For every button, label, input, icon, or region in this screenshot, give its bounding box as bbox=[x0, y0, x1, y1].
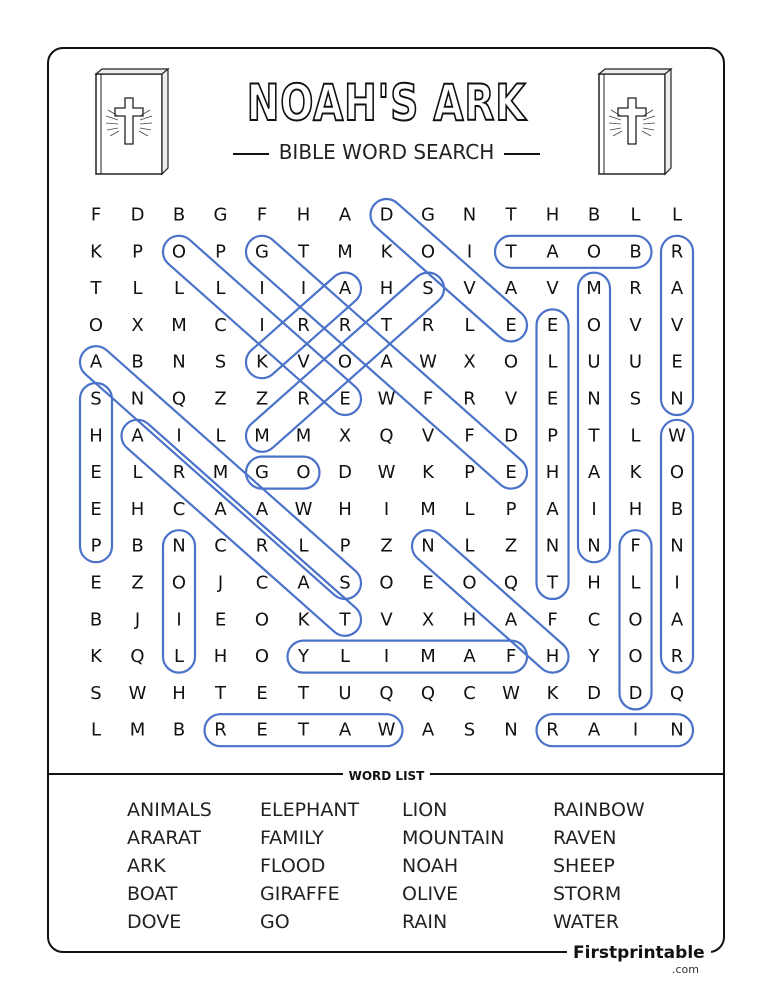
grid-letter[interactable]: V bbox=[546, 278, 559, 300]
grid-letter[interactable]: N bbox=[670, 388, 684, 410]
word-list-item: OLIVE bbox=[402, 883, 459, 905]
grid-letter[interactable]: L bbox=[339, 646, 351, 668]
grid-letter[interactable]: N bbox=[504, 719, 518, 741]
grid-letter[interactable]: T bbox=[215, 682, 226, 704]
grid-letter[interactable]: L bbox=[90, 719, 102, 741]
grid-letter[interactable]: B bbox=[587, 204, 601, 226]
grid-letter[interactable]: R bbox=[172, 462, 186, 484]
grid-letter[interactable]: O bbox=[503, 351, 519, 373]
grid-letter[interactable]: A bbox=[546, 241, 559, 263]
word-list-item: NOAH bbox=[402, 855, 459, 877]
grid-letter[interactable]: H bbox=[296, 204, 311, 226]
grid-letter[interactable]: H bbox=[628, 498, 643, 520]
grid-letter[interactable]: L bbox=[464, 314, 475, 336]
grid-letter[interactable]: E bbox=[671, 351, 683, 373]
grid-letter[interactable]: N bbox=[587, 388, 601, 410]
word-list-item: STORM bbox=[553, 883, 622, 905]
word-list-item: BOAT bbox=[127, 883, 178, 905]
grid-letter[interactable]: O bbox=[628, 646, 643, 668]
grid-letter[interactable]: I bbox=[176, 609, 182, 631]
grid-letter[interactable]: R bbox=[670, 646, 684, 668]
word-list bbox=[127, 798, 693, 934]
grid-letter[interactable]: V bbox=[297, 351, 310, 373]
word-list-item: GO bbox=[260, 911, 290, 933]
grid-letter[interactable]: S bbox=[463, 719, 476, 741]
grid-letter[interactable]: J bbox=[134, 609, 141, 631]
grid-letter[interactable]: I bbox=[674, 572, 680, 594]
grid-letter[interactable]: M bbox=[420, 498, 436, 520]
grid-letter[interactable]: S bbox=[422, 278, 434, 300]
grid-letter[interactable]: D bbox=[628, 682, 643, 704]
grid-letter[interactable]: B bbox=[89, 609, 103, 631]
grid-letter[interactable]: B bbox=[670, 498, 684, 520]
grid-letter[interactable]: R bbox=[297, 388, 310, 410]
grid-letter[interactable]: L bbox=[630, 204, 641, 226]
grid-letter[interactable]: A bbox=[504, 609, 518, 631]
grid-letter[interactable]: V bbox=[670, 314, 684, 336]
grid-letter[interactable]: M bbox=[254, 425, 270, 447]
grid-letter[interactable]: G bbox=[421, 204, 435, 226]
word-list-item: RAINBOW bbox=[553, 799, 645, 821]
word-list-item: ANIMALS bbox=[127, 799, 212, 821]
page-title: NOAH'S ARK bbox=[246, 74, 527, 132]
grid-letter[interactable]: V bbox=[504, 388, 518, 410]
grid-letter[interactable]: S bbox=[90, 388, 102, 410]
grid-letter[interactable]: H bbox=[213, 646, 228, 668]
grid-letter[interactable]: O bbox=[379, 572, 394, 594]
grid-letter[interactable]: O bbox=[296, 462, 311, 484]
grid-letter[interactable]: H bbox=[172, 682, 186, 704]
grid-letter[interactable]: O bbox=[171, 572, 187, 594]
grid-letter[interactable]: D bbox=[504, 425, 518, 447]
grid-letter[interactable]: E bbox=[339, 388, 351, 410]
grid-letter[interactable]: Q bbox=[379, 425, 394, 447]
grid-letter[interactable]: A bbox=[670, 278, 684, 300]
grid-letter[interactable]: T bbox=[588, 425, 600, 447]
grid-letter[interactable]: A bbox=[214, 498, 227, 520]
grid-letter[interactable]: O bbox=[669, 462, 685, 484]
grid-letter[interactable]: M bbox=[212, 462, 229, 484]
grid-letter[interactable]: E bbox=[256, 719, 268, 741]
grid-letter[interactable]: J bbox=[217, 572, 224, 594]
grid-letter[interactable]: M bbox=[171, 314, 187, 336]
grid-letter[interactable]: E bbox=[505, 462, 517, 484]
grid-letter[interactable]: T bbox=[505, 204, 517, 226]
grid-letter[interactable]: H bbox=[545, 646, 560, 668]
grid-letter[interactable]: T bbox=[298, 719, 309, 741]
grid-letter[interactable]: O bbox=[462, 572, 477, 594]
grid-letter[interactable]: K bbox=[422, 462, 434, 484]
grid-letter[interactable]: P bbox=[90, 535, 102, 557]
grid-letter[interactable]: E bbox=[546, 388, 559, 410]
grid-letter[interactable]: R bbox=[255, 535, 269, 557]
grid-letter[interactable]: A bbox=[297, 572, 310, 594]
grid-letter[interactable]: Q bbox=[669, 682, 685, 704]
highlight-ararat bbox=[115, 413, 368, 642]
grid-letter[interactable]: N bbox=[421, 535, 435, 557]
grid-letter[interactable]: N bbox=[172, 351, 186, 373]
grid-letter[interactable]: A bbox=[587, 462, 601, 484]
grid-letter[interactable]: T bbox=[505, 241, 517, 263]
grid-letter[interactable]: U bbox=[628, 351, 643, 373]
word-list-heading: WORD LIST bbox=[0, 765, 773, 784]
grid-letter[interactable]: A bbox=[380, 351, 393, 373]
grid-letter[interactable]: L bbox=[630, 572, 641, 594]
grid-letter[interactable]: E bbox=[256, 682, 268, 704]
grid-letter[interactable]: O bbox=[171, 241, 187, 263]
grid-letter[interactable]: W bbox=[294, 498, 313, 520]
grid-letter[interactable]: T bbox=[339, 609, 351, 631]
grid-letter[interactable]: R bbox=[297, 314, 310, 336]
grid-letter[interactable]: B bbox=[172, 719, 186, 741]
grid-letter[interactable]: E bbox=[90, 498, 102, 520]
grid-letter[interactable]: I bbox=[591, 498, 597, 520]
grid-letter[interactable]: E bbox=[505, 314, 517, 336]
grid-letter[interactable]: S bbox=[629, 388, 642, 410]
grid-letter[interactable]: T bbox=[90, 278, 102, 300]
grid-letter[interactable]: Q bbox=[379, 682, 394, 704]
grid-letter[interactable]: C bbox=[214, 314, 227, 336]
grid-letter[interactable]: H bbox=[338, 498, 352, 520]
grid-letter[interactable]: I bbox=[300, 278, 307, 300]
grid-letter[interactable]: M bbox=[420, 646, 436, 668]
grid-letter[interactable]: S bbox=[339, 572, 351, 594]
grid-letter[interactable]: L bbox=[630, 425, 641, 447]
grid-letter[interactable]: V bbox=[463, 278, 476, 300]
grid-letter[interactable]: L bbox=[671, 204, 683, 226]
grid-letter[interactable]: I bbox=[383, 646, 390, 668]
grid-letter[interactable]: R bbox=[463, 388, 476, 410]
grid-letter[interactable]: M bbox=[295, 425, 312, 447]
grid-letter[interactable]: F bbox=[90, 204, 102, 226]
grid-letter[interactable]: N bbox=[172, 535, 186, 557]
grid-letter[interactable]: M bbox=[337, 241, 353, 263]
grid-letter[interactable]: I bbox=[176, 425, 182, 447]
grid-letter[interactable]: L bbox=[298, 535, 309, 557]
grid-letter[interactable]: H bbox=[130, 498, 145, 520]
grid-letter[interactable]: A bbox=[89, 351, 103, 373]
word-list-item: RAIN bbox=[402, 911, 448, 933]
grid-letter[interactable]: G bbox=[213, 204, 228, 226]
grid-letter[interactable]: W bbox=[377, 462, 396, 484]
grid-letter[interactable]: E bbox=[90, 462, 102, 484]
grid-letter[interactable]: L bbox=[464, 498, 475, 520]
grid-letter[interactable]: O bbox=[586, 241, 602, 263]
subtitle-text: BIBLE WORD SEARCH bbox=[278, 140, 495, 164]
grid-letter[interactable]: K bbox=[297, 609, 310, 631]
grid-letter[interactable]: N bbox=[130, 388, 145, 410]
highlight-boat bbox=[495, 236, 652, 268]
grid-letter[interactable]: L bbox=[132, 462, 143, 484]
grid-letter[interactable]: V bbox=[421, 425, 435, 447]
grid-letter[interactable]: B bbox=[172, 204, 186, 226]
grid-letter[interactable]: K bbox=[90, 646, 102, 668]
grid-letter[interactable]: D bbox=[338, 462, 352, 484]
grid-letter[interactable]: N bbox=[462, 204, 477, 226]
grid-letter[interactable]: P bbox=[547, 425, 558, 447]
grid-letter[interactable]: Z bbox=[255, 388, 269, 410]
grid-letter[interactable]: I bbox=[259, 278, 265, 300]
grid-letter[interactable]: A bbox=[338, 278, 352, 300]
grid-letter[interactable]: A bbox=[338, 204, 352, 226]
grid-letter[interactable]: F bbox=[464, 425, 475, 447]
word-list-item: GIRAFFE bbox=[260, 883, 340, 905]
word-list-item: WATER bbox=[553, 911, 620, 933]
grid-letter[interactable]: Y bbox=[588, 646, 600, 668]
grid-letter[interactable]: R bbox=[421, 314, 435, 336]
grid-letter[interactable]: A bbox=[587, 719, 601, 741]
grid-letter[interactable]: B bbox=[629, 241, 642, 263]
grid-letter[interactable]: A bbox=[504, 278, 518, 300]
grid-letter[interactable]: A bbox=[670, 609, 684, 631]
grid-letter[interactable]: T bbox=[298, 682, 309, 704]
grid-letter[interactable]: X bbox=[421, 609, 435, 631]
grid-letter[interactable]: H bbox=[462, 609, 477, 631]
grid-letter[interactable]: G bbox=[255, 241, 269, 263]
grid-letter[interactable]: L bbox=[173, 278, 185, 300]
grid-letter[interactable]: D bbox=[587, 682, 601, 704]
grid-letter[interactable]: R bbox=[629, 278, 642, 300]
grid-letter[interactable]: D bbox=[379, 204, 394, 226]
grid-letter[interactable]: P bbox=[215, 241, 226, 263]
grid-letter[interactable]: O bbox=[254, 646, 270, 668]
word-list-item: FAMILY bbox=[260, 827, 324, 849]
grid-letter[interactable]: S bbox=[214, 351, 227, 373]
grid-letter[interactable]: Q bbox=[420, 682, 436, 704]
grid-letter[interactable]: U bbox=[587, 351, 601, 373]
grid-letter[interactable]: L bbox=[215, 425, 226, 447]
grid-letter[interactable]: C bbox=[255, 572, 269, 594]
grid-letter[interactable]: I bbox=[632, 719, 639, 741]
brand-logo: Firstprintable bbox=[567, 943, 711, 963]
grid-letter[interactable]: N bbox=[670, 535, 684, 557]
word-list-item: ELEPHANT bbox=[260, 799, 360, 821]
grid-letter[interactable]: Q bbox=[171, 388, 187, 410]
grid-letter[interactable]: A bbox=[131, 425, 144, 447]
grid-letter[interactable]: R bbox=[214, 719, 227, 741]
word-list-item: FLOOD bbox=[260, 855, 326, 877]
word-list-item: DOVE bbox=[127, 911, 182, 933]
grid-letter[interactable]: P bbox=[132, 241, 143, 263]
grid-letter[interactable]: A bbox=[546, 498, 559, 520]
grid-letter[interactable]: I bbox=[466, 241, 473, 263]
grid-letter[interactable]: K bbox=[90, 241, 102, 263]
grid-letter[interactable]: P bbox=[464, 462, 475, 484]
grid-letter[interactable]: O bbox=[586, 314, 602, 336]
grid-letter[interactable]: I bbox=[383, 498, 390, 520]
grid-letter[interactable]: K bbox=[256, 351, 268, 373]
grid-letter[interactable]: Q bbox=[130, 646, 145, 668]
grid-letter[interactable]: B bbox=[131, 535, 144, 557]
grid-letter[interactable]: A bbox=[421, 719, 435, 741]
grid-letter[interactable]: V bbox=[380, 609, 393, 631]
grid-letter[interactable]: O bbox=[420, 241, 436, 263]
grid-letter[interactable]: C bbox=[172, 498, 186, 520]
grid-letter[interactable]: I bbox=[259, 314, 265, 336]
grid-letter[interactable]: W bbox=[128, 682, 147, 704]
grid-letter[interactable]: G bbox=[255, 462, 269, 484]
grid-letter[interactable]: R bbox=[670, 241, 684, 263]
grid-letter[interactable]: Z bbox=[504, 535, 518, 557]
grid-letter[interactable]: Z bbox=[214, 388, 227, 410]
grid-letter[interactable]: L bbox=[132, 278, 143, 300]
grid-letter[interactable]: C bbox=[463, 682, 476, 704]
grid-letter[interactable]: X bbox=[131, 314, 144, 336]
grid-letter[interactable]: Y bbox=[298, 646, 309, 668]
grid-letter[interactable]: T bbox=[381, 314, 392, 336]
grid-letter[interactable]: H bbox=[587, 572, 601, 594]
grid-letter[interactable]: E bbox=[214, 609, 227, 631]
grid-letter[interactable]: C bbox=[587, 609, 601, 631]
grid-letter[interactable]: E bbox=[90, 572, 102, 594]
grid-letter[interactable]: K bbox=[380, 241, 393, 263]
grid-letter[interactable]: R bbox=[338, 314, 352, 336]
grid-letter[interactable]: F bbox=[256, 204, 268, 226]
grid-letter[interactable]: M bbox=[129, 719, 146, 741]
grid-letter[interactable]: C bbox=[214, 535, 227, 557]
grid-letter[interactable]: O bbox=[337, 351, 353, 373]
grid-letter[interactable]: O bbox=[628, 609, 643, 631]
grid-letter[interactable]: F bbox=[630, 535, 641, 557]
grid-letter[interactable]: D bbox=[130, 204, 145, 226]
grid-letter[interactable]: L bbox=[215, 278, 226, 300]
grid-letter[interactable]: R bbox=[546, 719, 559, 741]
brand-suffix: .com bbox=[672, 963, 699, 976]
word-list-item: RAVEN bbox=[553, 827, 617, 849]
grid-letter[interactable]: F bbox=[422, 388, 434, 410]
grid-letter[interactable]: Z bbox=[131, 572, 144, 594]
grid-letter[interactable]: M bbox=[586, 278, 602, 300]
grid-letter[interactable]: A bbox=[463, 646, 476, 668]
word-list-item: ARK bbox=[127, 855, 166, 877]
grid-letter[interactable]: T bbox=[298, 241, 309, 263]
grid-letter[interactable]: Q bbox=[503, 572, 519, 594]
grid-letter[interactable]: H bbox=[379, 278, 394, 300]
grid-letter[interactable]: H bbox=[89, 425, 103, 447]
grid-letter[interactable]: W bbox=[668, 425, 686, 447]
grid-letter[interactable]: X bbox=[338, 425, 352, 447]
grid-letter[interactable]: K bbox=[629, 462, 642, 484]
grid-letter[interactable]: V bbox=[629, 314, 642, 336]
grid-letter[interactable]: L bbox=[173, 646, 185, 668]
grid-letter[interactable]: B bbox=[131, 351, 144, 373]
grid-letter[interactable]: W bbox=[377, 719, 396, 741]
grid-letter[interactable]: H bbox=[545, 204, 560, 226]
word-list-item: MOUNTAIN bbox=[402, 827, 505, 849]
grid-letter[interactable]: W bbox=[419, 351, 437, 373]
grid-letter[interactable]: T bbox=[547, 572, 558, 594]
word-list-item: SHEEP bbox=[553, 855, 615, 877]
grid-letter[interactable]: P bbox=[505, 498, 517, 520]
grid-letter[interactable]: F bbox=[505, 646, 517, 668]
grid-letter[interactable]: O bbox=[88, 314, 104, 336]
grid-letter[interactable]: A bbox=[255, 498, 269, 520]
grid-letter[interactable]: N bbox=[545, 535, 560, 557]
grid-letter[interactable]: X bbox=[463, 351, 476, 373]
grid-letter[interactable]: O bbox=[254, 609, 270, 631]
grid-letter[interactable]: K bbox=[546, 682, 559, 704]
grid-letter[interactable]: P bbox=[339, 535, 351, 557]
grid-letter[interactable]: F bbox=[547, 609, 558, 631]
grid-letter[interactable]: N bbox=[670, 719, 684, 741]
grid-letter[interactable]: E bbox=[422, 572, 434, 594]
word-list-item: LION bbox=[402, 799, 448, 821]
grid-letter[interactable]: Z bbox=[380, 535, 393, 557]
grid-letter[interactable]: A bbox=[338, 719, 352, 741]
grid-letter[interactable]: H bbox=[545, 462, 560, 484]
word-list-item: ARARAT bbox=[127, 827, 201, 849]
grid-letter[interactable]: S bbox=[90, 682, 102, 704]
grid-letter[interactable]: W bbox=[502, 682, 520, 704]
grid-letter[interactable]: U bbox=[338, 682, 352, 704]
grid-letter[interactable]: L bbox=[547, 351, 558, 373]
grid-letter[interactable]: N bbox=[587, 535, 601, 557]
grid-letter[interactable]: W bbox=[377, 388, 396, 410]
grid-letter[interactable]: L bbox=[464, 535, 475, 557]
grid-letter[interactable]: E bbox=[546, 314, 559, 336]
highlight-family bbox=[288, 641, 528, 673]
